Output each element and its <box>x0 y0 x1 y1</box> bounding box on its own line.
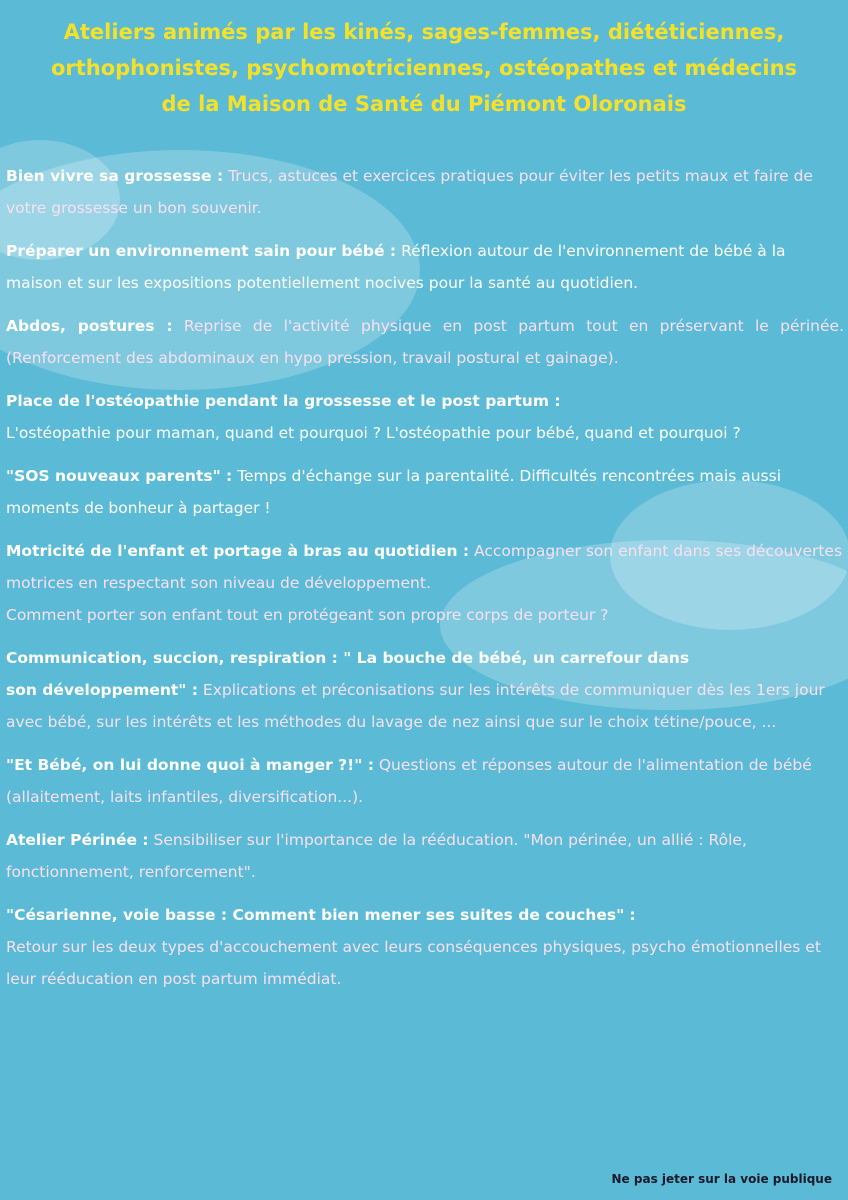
workshop-title: "SOS nouveaux parents" : <box>6 467 233 485</box>
workshop-description-2: Comment porter son enfant tout en protégeant son propre corps de porteur ? <box>6 606 609 624</box>
workshop-title: Motricité de l'enfant et portage à bras au quotidien : <box>6 542 470 560</box>
workshop-description: Temps d'échange sur la parentalité. Difficultés rencontrées mais aussi moments de bonheur à partager ! <box>6 467 782 517</box>
workshop-description: Explications et préconisations sur les intérêts de communiquer dès les 1ers jour avec bébé, sur les intérêts et les méthodes du lavage de nez ainsi que sur le choix tétine/pouce, ... <box>6 681 825 731</box>
workshop-title: Communication, succion, respiration : " La bouche de bébé, un carrefour dans <box>6 649 690 667</box>
workshop-description: Reprise de l'activité physique en post partum tout en préservant le périnée. (Renforcement des abdominaux en hypo pression, travail postural et gainage). <box>6 317 844 367</box>
page-header <box>0 14 848 122</box>
workshop-item-motricite <box>6 535 844 631</box>
header-line-3: de la Maison de Santé du Piémont Oloronais <box>161 92 687 116</box>
workshop-item-sos-parents <box>6 460 844 524</box>
workshop-item-communication <box>6 642 844 738</box>
workshop-description: Retour sur les deux types d'accouchement avec leurs conséquences physiques, psycho émotionnelles et leur rééducation en post partum immédiat. <box>6 938 821 988</box>
workshop-item-cesarienne <box>6 899 844 995</box>
footer-notice: Ne pas jeter sur la voie publique <box>611 1172 832 1186</box>
workshop-description: L'ostéopathie pour maman, quand et pourquoi ? L'ostéopathie pour bébé, quand et pourquoi ? <box>6 424 741 442</box>
workshop-title: "Et Bébé, on lui donne quoi à manger ?!" : <box>6 756 374 774</box>
header-line-1: Ateliers animés par les kinés, sages-femmes, diététiciennes, <box>63 20 785 44</box>
workshop-item-perinee <box>6 824 844 888</box>
workshop-description: Questions et réponses autour de l'alimentation de bébé (allaitement, laits infantiles, diversification...). <box>6 756 812 806</box>
workshop-title: Préparer un environnement sain pour bébé : <box>6 242 397 260</box>
workshop-item-abdos <box>6 310 844 374</box>
workshop-item-environnement <box>6 235 844 299</box>
workshop-description: Trucs, astuces et exercices pratiques pour éviter les petits maux et faire de votre grossesse un bon souvenir. <box>6 167 813 217</box>
header-line-2: orthophonistes, psychomotriciennes, ostéopathes et médecins <box>50 56 798 80</box>
workshop-item-osteopathie <box>6 385 844 449</box>
workshop-description: Réflexion autour de l'environnement de bébé à la maison et sur les expositions potentiellement nocives pour la santé au quotidien. <box>6 242 786 292</box>
workshop-title: "Césarienne, voie basse : Comment bien mener ses suites de couches" : <box>6 906 636 924</box>
workshop-item-grossesse <box>6 160 844 224</box>
workshop-description: Accompagner son enfant dans ses découvertes motrices en respectant son niveau de développement. <box>6 542 843 592</box>
workshop-title: Atelier Périnée : <box>6 831 149 849</box>
workshop-list <box>6 160 844 1006</box>
workshop-title: Place de l'ostéopathie pendant la grossesse et le post partum : <box>6 392 561 410</box>
workshop-description: Sensibiliser sur l'importance de la rééducation. "Mon périnée, un allié : Rôle, fonctionnement, renforcement". <box>6 831 747 881</box>
workshop-item-alimentation <box>6 749 844 813</box>
workshop-title-2: son développement" : <box>6 681 198 699</box>
workshop-title: Abdos, postures : <box>6 317 173 335</box>
workshop-title: Bien vivre sa grossesse : <box>6 167 224 185</box>
